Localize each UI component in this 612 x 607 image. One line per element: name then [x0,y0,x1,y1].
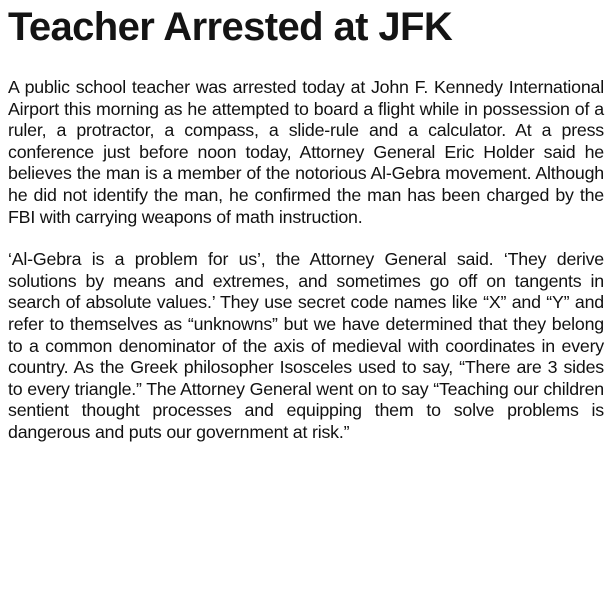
article-headline: Teacher Arrested at JFK [8,5,453,49]
news-article [8,0,604,444]
article-paragraph-2: ‘Al-Gebra is a problem for us’, the Attorney General said. ‘They derive solutions by means and extremes, and sometimes go off on tangents in search of absolute values.’ They use secret code names like “X” and “Y” and refer to themselves as “unknowns” but we have determined that they belong to a common denominator of the axis of medieval with coordinates in every country. As the Greek philosopher Isosceles used to say, “There are 3 sides to every triangle.” The Attorney General went on to say “Teaching our children sentient thought processes and equipping them to solve problems is dangerous and puts our government at risk.” [8,249,604,442]
article-paragraph-1: A public school teacher was arrested today at John F. Kennedy International Airport this morning as he attempted to board a flight while in possession of a ruler, a protractor, a compass, a slide-rule and a calculator. At a press conference just before noon today, Attorney General Eric Holder said he believes the man is a member of the notorious Al-Gebra movement. Although he did not identify the man, he confirmed the man has been charged by the FBI with carrying weapons of math instruction. [8,77,604,227]
